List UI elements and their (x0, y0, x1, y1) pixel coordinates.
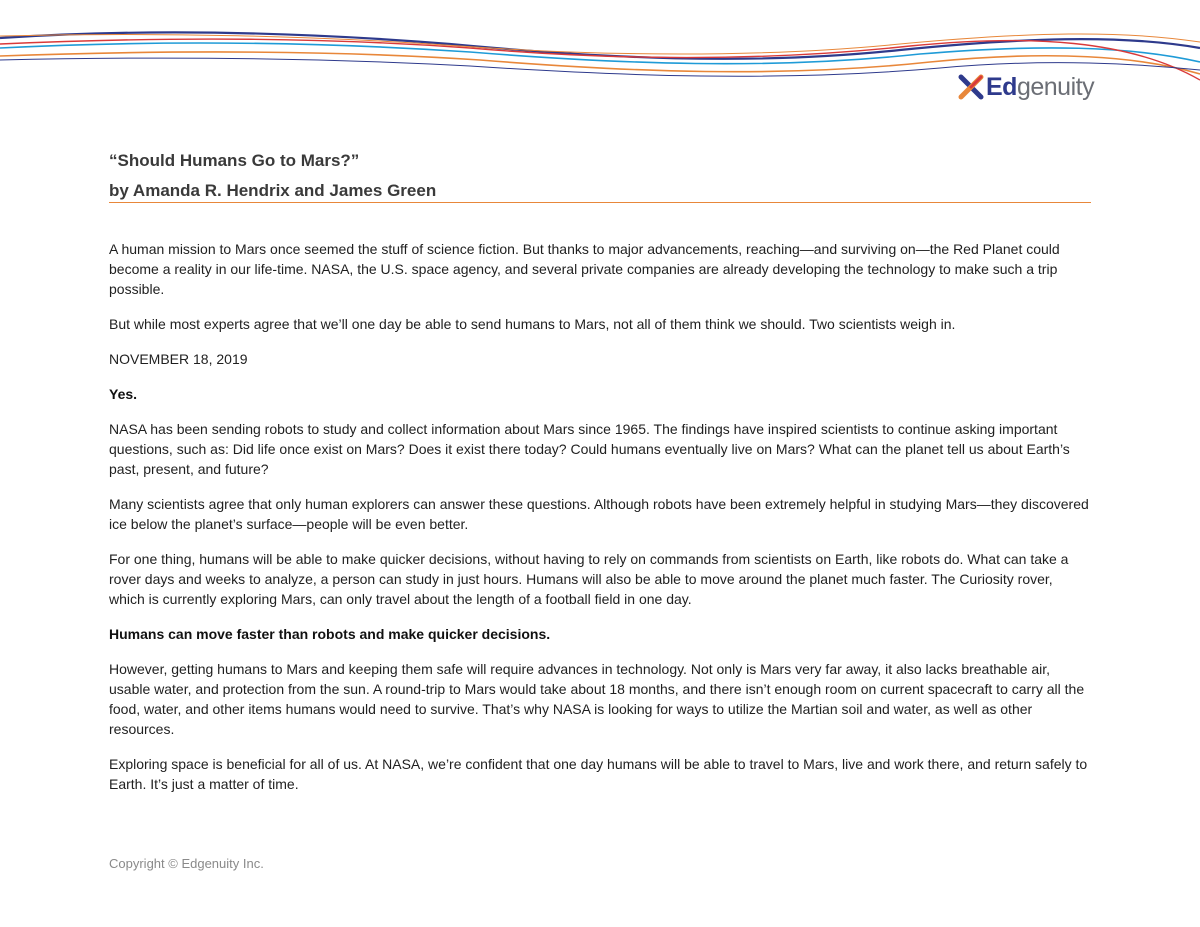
logo-wordmark (986, 72, 1095, 101)
article-date: NOVEMBER 18, 2019 (109, 351, 248, 367)
paragraph-human-explorers: Many scientists agree that only human explorers can answer these questions. Although robots have been extremely helpful in studying Mars—they discovered ice below the planet’s surface—people will be even better. (109, 496, 1089, 532)
article-title: “Should Humans Go to Mars?” (109, 151, 360, 170)
paragraph-quicker-decisions: For one thing, humans will be able to make quicker decisions, without having to rely on commands from scientists on Earth, like robots do. What can take a rover days and weeks to analyze, a person can study in just hours. Humans will also be able to move around the planet much faster. The Curiosity rover, which is currently exploring Mars, can only travel about the length of a football field in one day. (109, 551, 1069, 607)
paragraph-technology: However, getting humans to Mars and keeping them safe will require advances in technology. Not only is Mars very far away, it also lacks breathable air, usable water, and protection from the sun. A round-trip to Mars would take about 18 months, and there isn’t enough room on current spacecraft to carry all the food, water, and other items humans would need to survive. That’s why NASA is looking for ways to utilize the Martian soil and water, as well as other resources. (109, 661, 1085, 737)
edgenuity-x-icon (958, 74, 984, 100)
article-byline: by Amanda R. Hendrix and James Green (109, 181, 437, 200)
article (109, 150, 1091, 809)
article-body (109, 239, 1091, 794)
paragraph-question: But while most experts agree that we’ll one day be able to send humans to Mars, not all of them think we should. Two scientists weigh in. (109, 316, 956, 332)
pull-quote: Humans can move faster than robots and make quicker decisions. (109, 626, 551, 642)
edgenuity-logo (958, 70, 1094, 104)
copyright-notice: Copyright © Edgenuity Inc. (109, 856, 264, 871)
logo-text-genuity: genuity (1016, 72, 1095, 101)
title-rule (109, 202, 1091, 203)
logo-text-ed: Ed (986, 72, 1017, 101)
wave-navy (0, 32, 1200, 59)
wave-orange-thin (0, 34, 1200, 54)
paragraph-nasa-robots: NASA has been sending robots to study and collect information about Mars since 1965. The findings have inspired scientists to continue asking important questions, such as: Did life once exist on Mars? Does it exist there today? Could humans eventually live on Mars? What can the planet tell us about Earth’s past, present, and future? (109, 421, 1070, 477)
paragraph-conclusion: Exploring space is beneficial for all of us. At NASA, we’re confident that one day humans will be able to travel to Mars, live and work there, and return safely to Earth. It’s just a matter of time. (109, 756, 1088, 792)
paragraph-intro: A human mission to Mars once seemed the stuff of science fiction. But thanks to major advancements, reaching—and surviving on—the Red Planet could become a reality in our life-time. NASA, the U.S. space agency, and several private companies are already developing the technology to make such a trip possible. (109, 241, 1060, 297)
section-heading-yes: Yes. (109, 386, 138, 402)
